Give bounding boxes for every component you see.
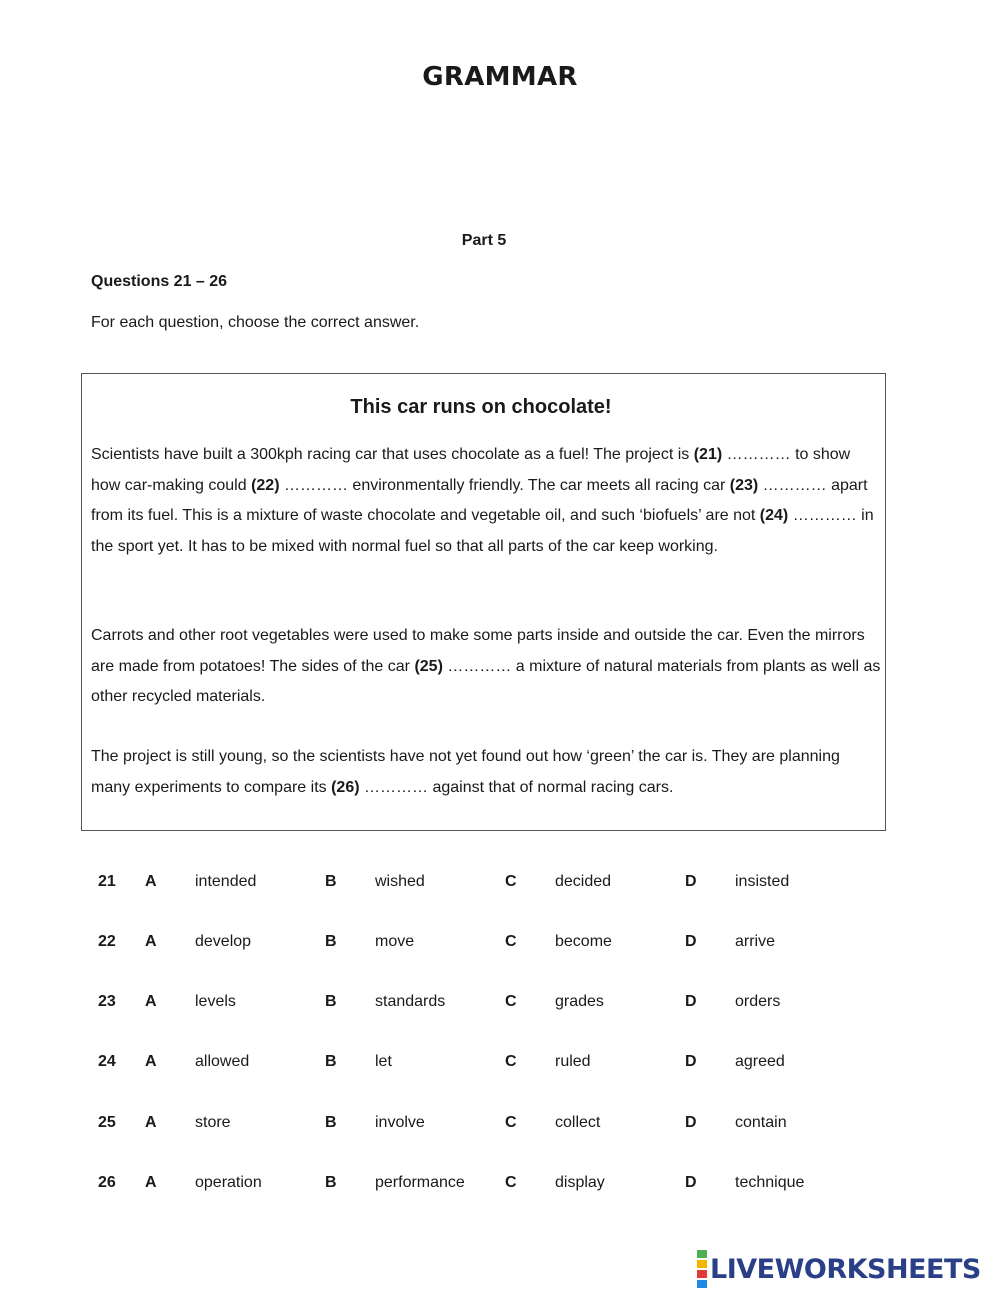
question-number: 25 <box>98 1114 116 1131</box>
option-letter-a: A <box>145 933 157 950</box>
option-a: operation <box>195 1174 262 1191</box>
option-a: intended <box>195 873 257 890</box>
option-letter-c: C <box>505 1174 517 1191</box>
option-c: ruled <box>555 1053 591 1070</box>
logo-block-icon <box>697 1270 707 1278</box>
option-letter-a: A <box>145 873 157 890</box>
option-a: allowed <box>195 1053 250 1070</box>
option-d: orders <box>735 993 781 1010</box>
option-a: levels <box>195 993 236 1010</box>
passage-text: ………… in the sport yet. It has to be mixed with normal fuel so that all parts of the car keep working. <box>91 507 874 555</box>
passage-text: ………… apart from its fuel. This is a mixture of waste chocolate and vegetable oil, and such ‘biofuels’ are not <box>91 476 868 524</box>
passage-text: ………… against that of normal racing cars. <box>359 778 674 796</box>
option-d: agreed <box>735 1053 785 1070</box>
gap-number: (23) <box>729 476 759 494</box>
logo-block-icon <box>697 1280 707 1288</box>
option-a: store <box>195 1114 231 1131</box>
gap-number: (24) <box>759 507 789 524</box>
page-title: GRAMMAR <box>422 62 578 92</box>
question-number: 21 <box>98 873 116 890</box>
option-row <box>0 933 1000 957</box>
option-row <box>0 873 1000 897</box>
option-b: standards <box>375 993 446 1010</box>
passage-text: The project is still young, so the scientists have not yet found out how ‘green’ the car is. They are planning many experiments to compare its <box>91 748 840 796</box>
option-d: insisted <box>735 873 790 890</box>
passage-text: Carrots and other root vegetables were used to make some parts inside and outside the car. Even the mirrors are made from potatoes! The sides of the car <box>91 627 865 675</box>
option-c: grades <box>555 993 604 1010</box>
option-d: contain <box>735 1114 787 1131</box>
option-letter-b: B <box>325 993 337 1010</box>
option-letter-d: D <box>685 1114 697 1131</box>
gap-number: (26) <box>331 778 360 796</box>
question-number: 24 <box>98 1053 116 1070</box>
option-letter-a: A <box>145 1174 157 1191</box>
option-row <box>0 1174 1000 1198</box>
passage-paragraph-2 <box>91 621 881 713</box>
option-letter-a: A <box>145 1053 157 1070</box>
question-number: 23 <box>98 993 116 1010</box>
gap-number: (21) <box>693 446 723 463</box>
passage-text: ………… a mixture of natural materials from plants as well as other recycled materials. <box>91 657 881 705</box>
option-row <box>0 993 1000 1017</box>
option-c: become <box>555 933 612 950</box>
option-c: decided <box>555 873 612 890</box>
option-d: arrive <box>735 933 776 950</box>
option-letter-c: C <box>505 993 517 1010</box>
option-letter-b: B <box>325 1053 337 1070</box>
option-letter-c: C <box>505 933 517 950</box>
option-c: display <box>555 1174 605 1191</box>
option-letter-d: D <box>685 1053 697 1070</box>
passage-title: This car runs on chocolate! <box>350 396 612 418</box>
option-b: move <box>375 933 415 950</box>
option-letter-a: A <box>145 993 157 1010</box>
option-letter-d: D <box>685 873 697 890</box>
logo-text: LIVEWORKSHEETS <box>710 1253 981 1285</box>
instruction-text: For each question, choose the correct answer. <box>91 314 420 331</box>
part-heading: Part 5 <box>461 232 507 249</box>
option-b: let <box>375 1053 392 1070</box>
option-letter-d: D <box>685 1174 697 1191</box>
option-row <box>0 1114 1000 1138</box>
gap-number: (25) <box>414 657 443 675</box>
option-letter-c: C <box>505 1053 517 1070</box>
liveworksheets-logo <box>697 1254 981 1284</box>
option-letter-a: A <box>145 1114 157 1131</box>
option-b: performance <box>375 1174 465 1191</box>
option-letter-b: B <box>325 1114 337 1131</box>
option-row <box>0 1053 1000 1077</box>
questions-heading: Questions 21 – 26 <box>91 273 228 290</box>
option-c: collect <box>555 1114 601 1131</box>
option-letter-d: D <box>685 933 697 950</box>
option-letter-b: B <box>325 1174 337 1191</box>
passage-text: ………… to show how car-making could <box>91 446 851 494</box>
passage-paragraph-1 <box>91 440 881 562</box>
passage-paragraph-3 <box>91 742 881 803</box>
logo-block-icon <box>697 1250 707 1258</box>
option-letter-b: B <box>325 933 337 950</box>
option-letter-b: B <box>325 873 337 890</box>
logo-mark-icon <box>697 1249 707 1289</box>
option-letter-c: C <box>505 873 517 890</box>
question-number: 26 <box>98 1174 116 1191</box>
option-d: technique <box>735 1174 805 1191</box>
option-a: develop <box>195 933 252 950</box>
logo-block-icon <box>697 1260 707 1268</box>
option-b: wished <box>375 873 425 890</box>
passage-text: ………… environmentally friendly. The car meets all racing car <box>279 476 730 494</box>
option-letter-d: D <box>685 993 697 1010</box>
gap-number: (22) <box>251 476 280 494</box>
passage-text: Scientists have built a 300kph racing car that uses chocolate as a fuel! The project is <box>91 446 694 463</box>
option-b: involve <box>375 1114 425 1131</box>
option-letter-c: C <box>505 1114 517 1131</box>
question-number: 22 <box>98 933 116 950</box>
